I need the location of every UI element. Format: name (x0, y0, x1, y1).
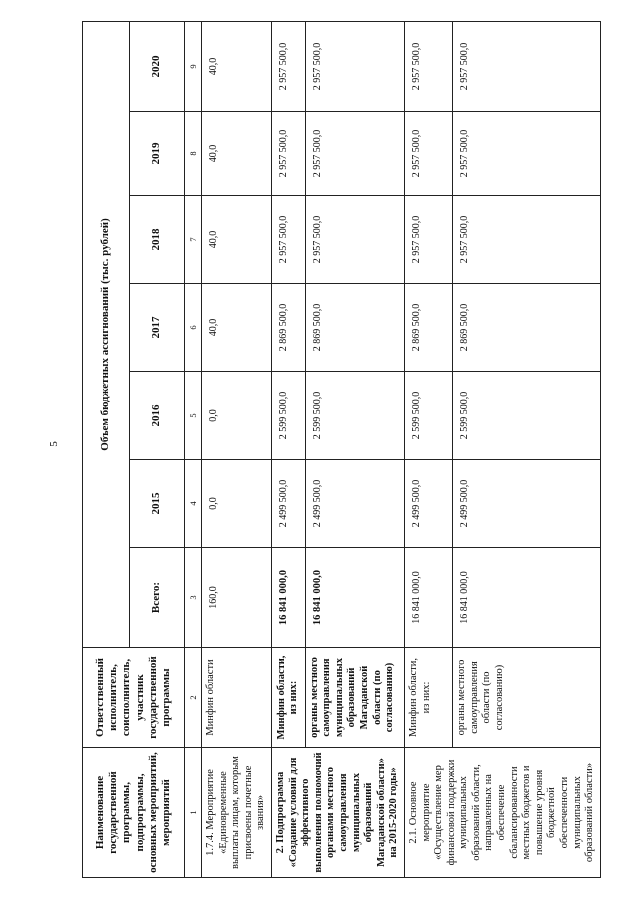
row-executor: органы местного самоуправления муниципальных образований Магаданской области (по согласованию) (305, 648, 404, 748)
row-value: 2 599 500,0 (453, 372, 601, 460)
index-cell: 6 (185, 284, 202, 372)
row-value: 2 599 500,0 (271, 372, 305, 460)
index-cell: 2 (185, 648, 202, 748)
row-value: 2 499 500,0 (271, 460, 305, 548)
row-value: 2 869 500,0 (271, 284, 305, 372)
row-total: 16 841 000,0 (404, 548, 452, 648)
row-value: 2 957 500,0 (271, 196, 305, 284)
header-year-2019: 2019 (130, 112, 185, 196)
row-value: 0,0 (202, 372, 272, 460)
row-value: 40,0 (202, 112, 272, 196)
table-row (271, 21, 305, 877)
budget-table (82, 21, 601, 878)
row-value: 0,0 (202, 460, 272, 548)
index-cell: 5 (185, 372, 202, 460)
index-row (185, 21, 202, 877)
page-number: 5 (48, 441, 60, 447)
index-cell: 3 (185, 548, 202, 648)
row-value: 40,0 (202, 21, 272, 111)
row-value: 2 957 500,0 (271, 112, 305, 196)
row-executor: органы местного самоуправления области (по согласованию) (453, 648, 601, 748)
row-executor: Минфин области, из них: (271, 648, 305, 748)
row-value: 40,0 (202, 196, 272, 284)
header-year-2016: 2016 (130, 372, 185, 460)
row-value: 2 957 500,0 (305, 196, 404, 284)
row-name: 2.1. Основное мероприятие «Осуществление мер финансовой поддержки муниципальных образований области, направленных на обеспечение сбалансированности местных бюджетов и повышение уровня бюджетной обеспеченности муниципальных образований области» (404, 748, 600, 878)
row-value: 2 957 500,0 (453, 196, 601, 284)
row-value: 2 957 500,0 (453, 112, 601, 196)
row-value: 2 957 500,0 (404, 112, 452, 196)
header-year-2020: 2020 (130, 21, 185, 111)
row-name: 1.7.4. Мероприятие «Единовременные выплаты лицам, которым присвоены почетные звания» (202, 748, 272, 878)
row-value: 2 499 500,0 (404, 460, 452, 548)
header-budget-group: Объем бюджетных ассигнований (тыс. рублей) (83, 21, 130, 647)
row-value: 2 957 500,0 (404, 196, 452, 284)
row-value: 2 957 500,0 (404, 21, 452, 111)
index-cell: 1 (185, 748, 202, 878)
header-year-2017: 2017 (130, 284, 185, 372)
header-year-2015: 2015 (130, 460, 185, 548)
row-value: 2 869 500,0 (404, 284, 452, 372)
header-name: Наименование государственной программы, подпрограммы, основных мероприятий, мероприятий (83, 748, 185, 878)
row-total: 160,0 (202, 548, 272, 648)
table-row (202, 21, 272, 877)
index-cell: 8 (185, 112, 202, 196)
row-total: 16 841 000,0 (453, 548, 601, 648)
row-value: 2 957 500,0 (305, 21, 404, 111)
index-cell: 9 (185, 21, 202, 111)
index-cell: 7 (185, 196, 202, 284)
row-value: 2 957 500,0 (271, 21, 305, 111)
row-value: 2 599 500,0 (404, 372, 452, 460)
header-row-1 (83, 21, 130, 877)
header-total: Всего: (130, 548, 185, 648)
row-executor: Минфин области, из них: (404, 648, 452, 748)
header-year-2018: 2018 (130, 196, 185, 284)
row-total: 16 841 000,0 (271, 548, 305, 648)
row-value: 2 869 500,0 (305, 284, 404, 372)
row-value: 2 499 500,0 (453, 460, 601, 548)
row-value: 2 599 500,0 (305, 372, 404, 460)
row-name: 2. Подпрограмма «Создание условий для эффективного выполнения полномочий органами местного самоуправления муниципальных образований Магаданской области» на 2015-2020 годы» (271, 748, 404, 878)
row-value: 2 957 500,0 (305, 112, 404, 196)
header-executor: Ответственный исполнитель, соисполнитель, участник государственной программы (83, 648, 185, 748)
index-cell: 4 (185, 460, 202, 548)
row-executor: Минфин области (202, 648, 272, 748)
row-total: 16 841 000,0 (305, 548, 404, 648)
row-value: 2 957 500,0 (453, 21, 601, 111)
row-value: 2 869 500,0 (453, 284, 601, 372)
row-value: 2 499 500,0 (305, 460, 404, 548)
table-row (404, 21, 452, 877)
row-value: 40,0 (202, 284, 272, 372)
rotated-page-content (82, 22, 596, 878)
